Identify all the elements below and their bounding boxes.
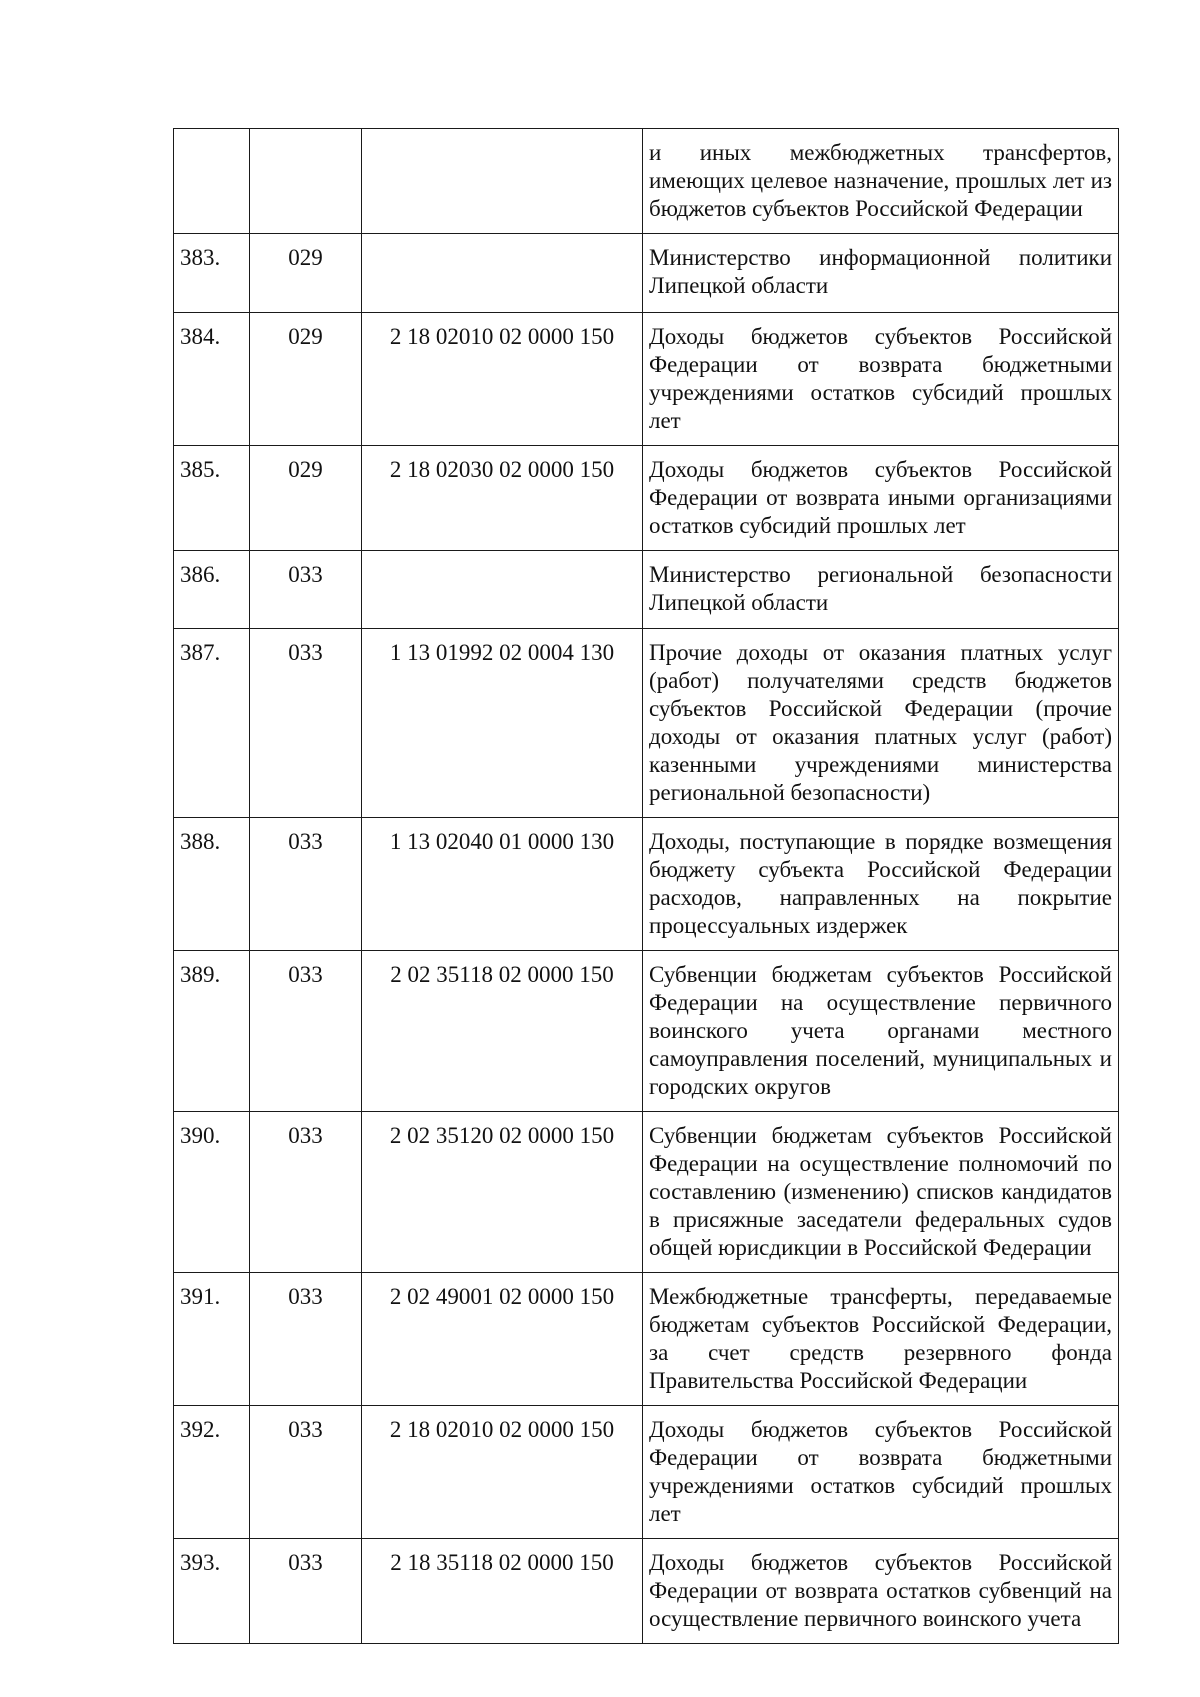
row-number: 388. <box>174 818 250 951</box>
row-number: 393. <box>174 1539 250 1644</box>
budget-classification-code: 2 02 35118 02 0000 150 <box>362 951 643 1112</box>
row-number: 385. <box>174 446 250 551</box>
table-row <box>174 1273 1119 1406</box>
row-number: 383. <box>174 234 250 313</box>
table-row <box>174 551 1119 629</box>
budget-classification-code: 1 13 02040 01 0000 130 <box>362 818 643 951</box>
budget-classification-code: 2 02 35120 02 0000 150 <box>362 1112 643 1273</box>
table-row <box>174 313 1119 446</box>
revenue-name: Прочие доходы от оказания платных услуг (работ) получателями средств бюджетов субъектов Российской Федерации (прочие доходы от оказания платных услуг (работ) казенными учреждениями министерства региональной безопасности) <box>643 629 1119 818</box>
table-row <box>174 234 1119 313</box>
administrator-code: 033 <box>250 551 362 629</box>
revenue-name: Доходы, поступающие в порядке возмещения бюджету субъекта Российской Федерации расходов, направленных на покрытие процессуальных издержек <box>643 818 1119 951</box>
administrator-code: 033 <box>250 818 362 951</box>
administrator-code <box>250 129 362 234</box>
table-row <box>174 1539 1119 1644</box>
budget-classification-code: 2 18 02010 02 0000 150 <box>362 1406 643 1539</box>
table-row <box>174 1406 1119 1539</box>
revenue-name: Министерство региональной безопасности Липецкой области <box>643 551 1119 629</box>
table-row <box>174 629 1119 818</box>
administrator-code: 033 <box>250 1406 362 1539</box>
administrator-code: 029 <box>250 313 362 446</box>
table-row <box>174 818 1119 951</box>
budget-classification-code <box>362 129 643 234</box>
revenue-name: и иных межбюджетных трансфертов, имеющих целевое назначение, прошлых лет из бюджетов субъектов Российской Федерации <box>643 129 1119 234</box>
row-number: 386. <box>174 551 250 629</box>
row-number: 384. <box>174 313 250 446</box>
administrator-code: 033 <box>250 1539 362 1644</box>
row-number: 389. <box>174 951 250 1112</box>
budget-classification-code: 2 18 02030 02 0000 150 <box>362 446 643 551</box>
revenue-name: Министерство информационной политики Липецкой области <box>643 234 1119 313</box>
table-row <box>174 446 1119 551</box>
table-row <box>174 1112 1119 1273</box>
table-row <box>174 951 1119 1112</box>
budget-classification-code: 1 13 01992 02 0004 130 <box>362 629 643 818</box>
row-number: 390. <box>174 1112 250 1273</box>
revenue-name: Межбюджетные трансферты, передаваемые бюджетам субъектов Российской Федерации, за счет средств резервного фонда Правительства Российской Федерации <box>643 1273 1119 1406</box>
revenue-name: Доходы бюджетов субъектов Российской Федерации от возврата иными организациями остатков субсидий прошлых лет <box>643 446 1119 551</box>
revenue-codes-table <box>173 128 1119 1644</box>
row-number <box>174 129 250 234</box>
administrator-code: 029 <box>250 234 362 313</box>
administrator-code: 033 <box>250 629 362 818</box>
administrator-code: 033 <box>250 1112 362 1273</box>
revenue-name: Субвенции бюджетам субъектов Российской Федерации на осуществление полномочий по составлению (изменению) списков кандидатов в присяжные заседатели федеральных судов общей юрисдикции в Российской Федерации <box>643 1112 1119 1273</box>
budget-classification-code: 2 18 35118 02 0000 150 <box>362 1539 643 1644</box>
table-row <box>174 129 1119 234</box>
administrator-code: 033 <box>250 1273 362 1406</box>
revenue-name: Доходы бюджетов субъектов Российской Федерации от возврата бюджетными учреждениями остатков субсидий прошлых лет <box>643 1406 1119 1539</box>
revenue-name: Субвенции бюджетам субъектов Российской Федерации на осуществление первичного воинского учета органами местного самоуправления поселений, муниципальных и городских округов <box>643 951 1119 1112</box>
row-number: 391. <box>174 1273 250 1406</box>
budget-classification-code <box>362 234 643 313</box>
budget-classification-code <box>362 551 643 629</box>
row-number: 387. <box>174 629 250 818</box>
administrator-code: 029 <box>250 446 362 551</box>
revenue-name: Доходы бюджетов субъектов Российской Федерации от возврата бюджетными учреждениями остатков субсидий прошлых лет <box>643 313 1119 446</box>
budget-classification-code: 2 18 02010 02 0000 150 <box>362 313 643 446</box>
budget-classification-code: 2 02 49001 02 0000 150 <box>362 1273 643 1406</box>
revenue-name: Доходы бюджетов субъектов Российской Федерации от возврата остатков субвенций на осуществление первичного воинского учета <box>643 1539 1119 1644</box>
administrator-code: 033 <box>250 951 362 1112</box>
row-number: 392. <box>174 1406 250 1539</box>
